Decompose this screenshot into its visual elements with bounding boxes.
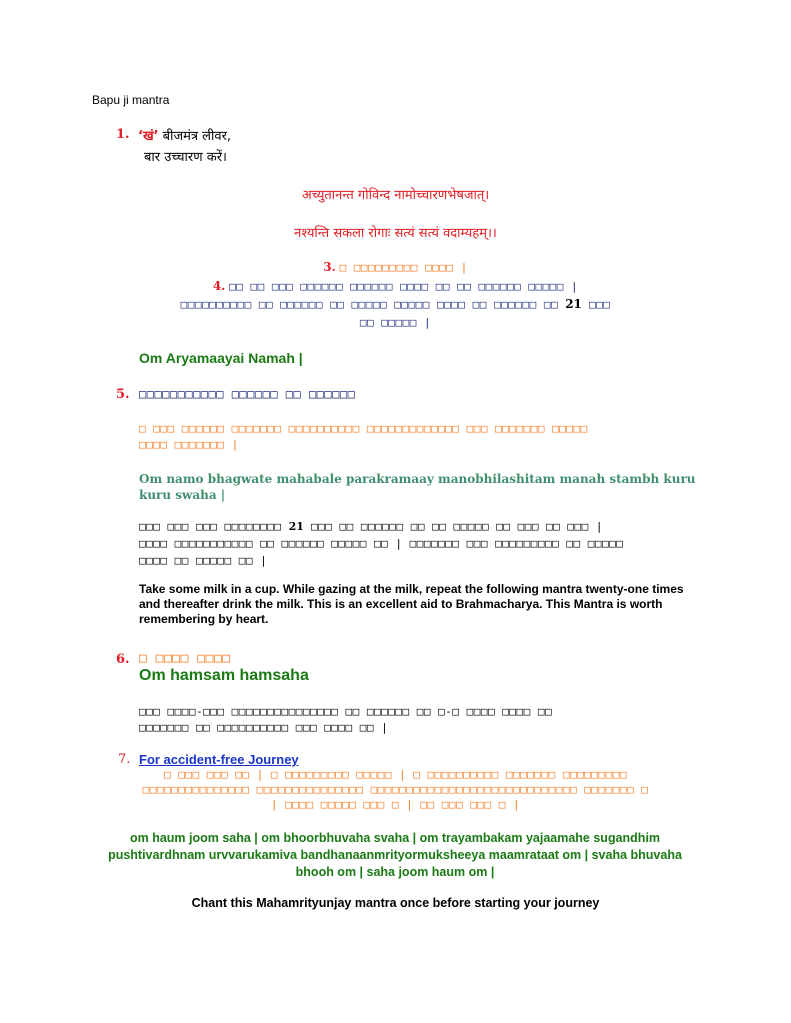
item-5-mantra: Om namo bhagwate mahabale parakramaay manobhilashitam manah stambh kuru kuru swaha | (139, 472, 696, 502)
item-6-para-line-1: □□□ □□□□-□□□ □□□□□□□□□□□□□□□ □□ □□□□□□ □□ □-□ □□□□ □□□□ □□ (139, 705, 553, 718)
item-5-number-21: 21 (288, 520, 304, 533)
item-5-para-line-2: □□□□ □□□□□□□□□□□ □□ □□□□□□ □□□□□ □□ | □□□□□□□ □□□ □□□□□□□□□ □□ □□□□□ (139, 537, 624, 550)
item-6-mantra: Om hamsam hamsaha (139, 667, 309, 684)
item-5-para-line-1 (139, 520, 603, 533)
item-4-line-3 (0, 315, 791, 329)
item-1-line-1 (138, 126, 231, 144)
item-4-number: 4. (212, 279, 226, 293)
item-7-devanagari-line-3: | □□□□ □□□□□ □□□ □ | □□ □□□ □□□ □ | (270, 798, 521, 811)
item-5-para-line-1a: □□□ □□□ □□□ □□□□□□□□ (139, 520, 289, 533)
item-7-number: 7. (118, 752, 131, 767)
item-4-line-1 (0, 279, 791, 293)
verse-line-2: नश्यन्ति सकला रोगाः सत्यं सत्यं वदाम्यहम्।। (294, 226, 497, 241)
item-4-mantra: Om Aryamaayai Namah | (139, 350, 303, 366)
verse-line-1: अच्युतानन्त गोविन्द नामोच्चारणभेषजात्। (301, 188, 490, 203)
item-1-quoted-word: ‘खं’ (138, 129, 159, 144)
item-7-devanagari-line-2: □□□□□□□□□□□□□□□ □□□□□□□□□□□□□□□ □□□□□□□□□□□□□□□□□□□□□□□□□□□□□ □□□□□□□ □ (142, 783, 649, 796)
item-5-number: 5. (116, 387, 130, 402)
item-6-para-line-2: □□□□□□□ □□ □□□□□□□□□□ □□□ □□□□ □□ | (139, 721, 389, 734)
item-5-para-line-3: □□□□ □□ □□□□□ □□ | (139, 554, 268, 567)
item-5-heading: □□□□□□□□□□□ □□□□□□ □□ □□□□□□ (139, 387, 356, 401)
item-3-text: □ □□□□□□□□□ □□□□ | (339, 261, 468, 274)
item-4-line-2 (0, 297, 791, 311)
item-1-number: 1. (116, 127, 130, 142)
item-7-devanagari-line-1: □ □□□ □□□ □□ | □ □□□□□□□□□ □□□□□ | □ □□□□□□□□□□ □□□□□□□ □□□□□□□□□ (164, 768, 627, 781)
item-5-english-instructions: Take some milk in a cup. While gazing at the milk, repeat the following mantra twenty-one times and thereafter drink the milk. This is an excellent aid to Brahmacharya. This Mantra is worth remembering by heart. (139, 582, 684, 626)
item-4-text-line-3: □□ □□□□□ | (359, 316, 432, 329)
item-1-line-1-rest: बीजमंत्र लीवर, (158, 129, 232, 144)
item-1-line-2: बार उच्चारण करें। (144, 150, 227, 165)
item-3 (0, 260, 791, 274)
item-3-number: 3. (323, 260, 336, 274)
accident-free-journey-link[interactable]: For accident-free Journey (139, 752, 299, 767)
document-title: Bapu ji mantra (92, 93, 170, 107)
item-4-text-line-2a: □□□□□□□□□□ □□ □□□□□□ □□ □□□□□ □□□□□ □□□□ □□ □□□□□□ □□ (180, 298, 566, 311)
item-4-number-21: 21 (565, 297, 582, 311)
item-7-mantra: om haum joom saha | om bhoorbhuvaha svaha | om trayambakam yajaamahe sugandhim pushtivardhnam urvvarukamiva bandhanaanmrityormuksheeya maamrataat om | svaha bhuvaha bhooh om | saha joom haum om | (108, 831, 682, 879)
item-5-devanagari-line-1: □ □□□ □□□□□□ □□□□□□□ □□□□□□□□□□ □□□□□□□□□□□□□ □□□ □□□□□□□ □□□□□ (139, 422, 588, 435)
item-4-text-line-1: □□ □□ □□□ □□□□□□ □□□□□□ □□□□ □□ □□ □□□□□□ □□□□□ | (229, 280, 579, 293)
item-6-heading: □ □□□□ □□□□ (139, 651, 231, 666)
item-6-number: 6. (116, 652, 130, 667)
item-5-para-line-1b: □□□ □□ □□□□□□ □□ □□ □□□□□ □□ □□□ □□ □□□ | (303, 520, 604, 533)
item-5-devanagari-line-2: □□□□ □□□□□□□ | (139, 438, 239, 451)
item-4-text-line-2b: □□□ (581, 298, 611, 311)
item-7-footer-instruction: Chant this Mahamrityunjay mantra once before starting your journey (191, 896, 600, 910)
